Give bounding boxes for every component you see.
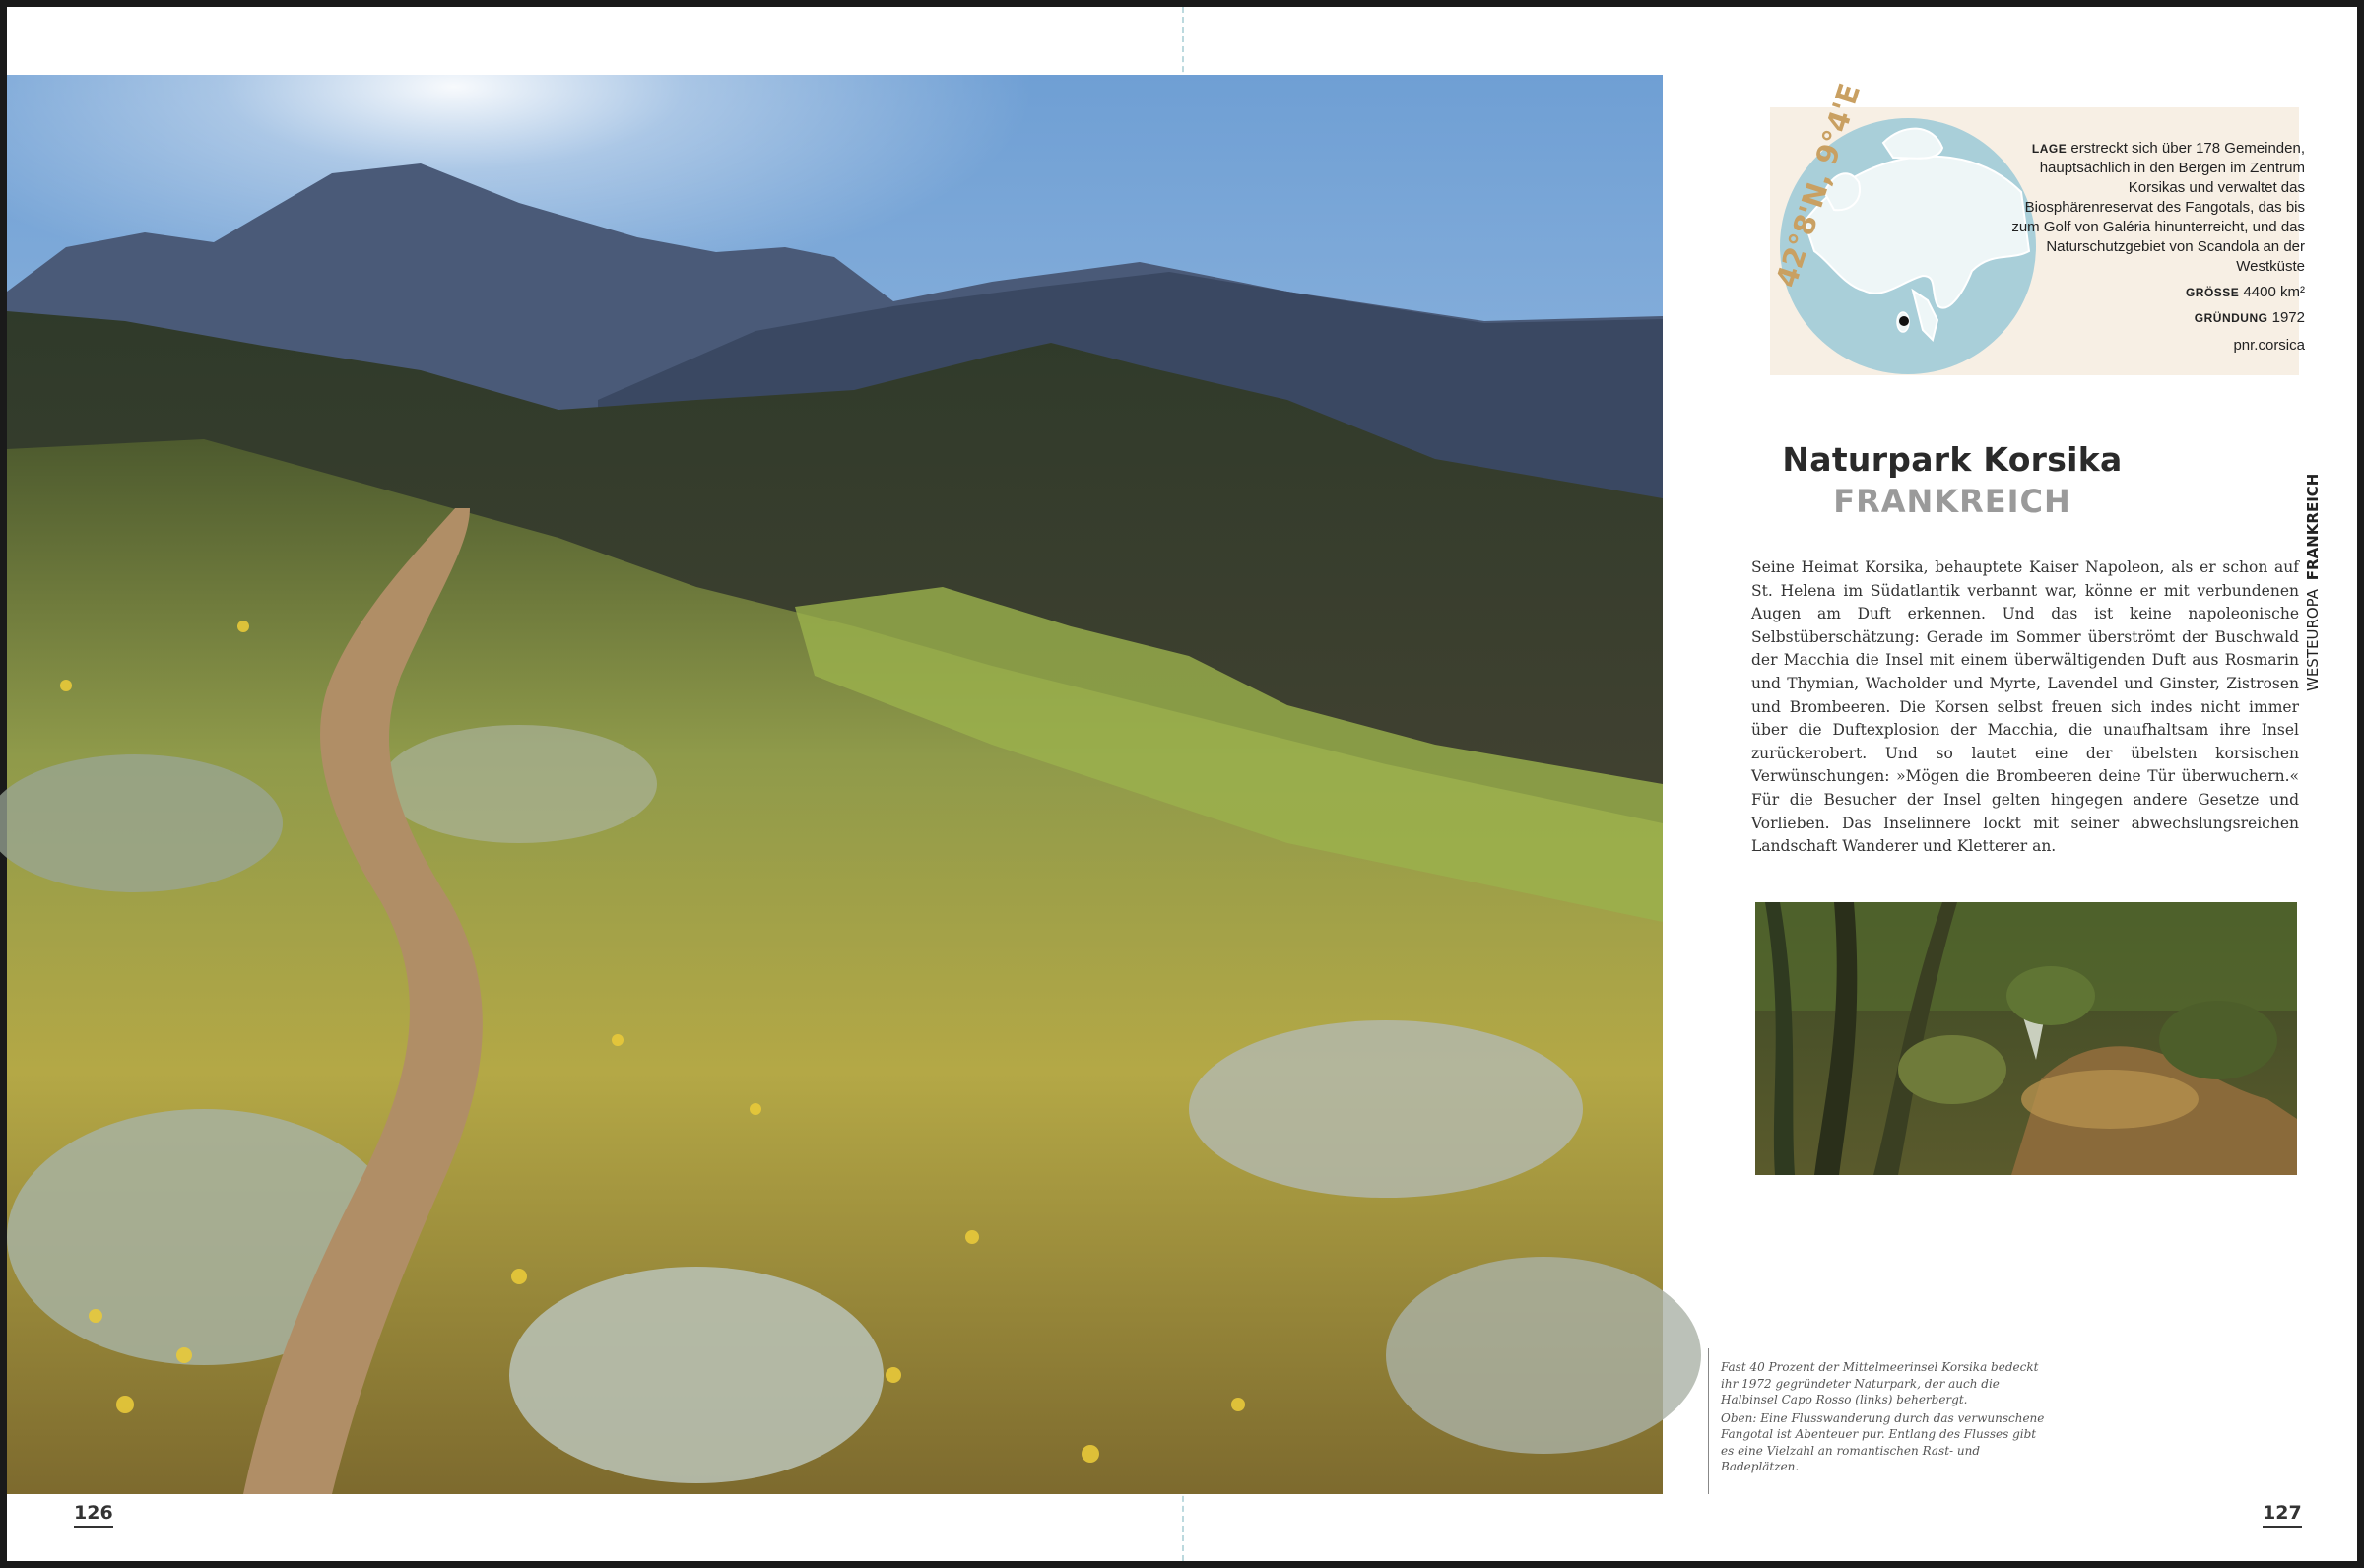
side-label-region: WESTEUROPA bbox=[2304, 588, 2322, 691]
caption-first: Fast 40 Prozent der Mittelmeerinsel Korsika bedeckt ihr 1972 gegründeter Naturpark, der auch die Halbinsel Capo Rosso (links) beherbergt. bbox=[1721, 1360, 2039, 1406]
article-title-block bbox=[1740, 440, 2164, 520]
lage-key: LAGE bbox=[2031, 142, 2068, 156]
fact-gruendung bbox=[2009, 308, 2305, 328]
article-title: Naturpark Korsika bbox=[1782, 440, 2123, 479]
svg-text:WESTEUROPA FRANKREICH bbox=[2304, 474, 2322, 691]
groesse-value: 4400 km² bbox=[2243, 284, 2305, 300]
gruendung-key: GRÜNDUNG bbox=[2194, 311, 2268, 325]
website-link[interactable]: pnr.corsica bbox=[2233, 337, 2305, 354]
coordinates-text: 42°8'N, 9°4'E bbox=[1769, 79, 1868, 292]
photo-captions bbox=[1721, 1359, 2046, 1477]
article-body: Seine Heimat Korsika, behauptete Kaiser Napoleon, als er schon auf St. Helena im Südatlantik verbannt war, könne er mit verbundenen Augen am Duft erkennen. Und das ist keine napoleonische Selbstüberschätzung: Gerade im Sommer überströmt der Buschwald der Macchia die Insel mit einem überwältigenden Duft aus Rosmarin und Thymian, Wacholder und Myrte, Lavendel und Ginster, Zistrosen und Brombeeren. Die Korsen selbst freuen sich indes nicht immer über die Duftexplosion der Macchia, die unaufhaltsam ihre Insel zurückerobert. Und so lautet eine der übelsten korsischen Verwünschungen: »Mögen die Brombeeren deine Tür überwuchern.« Für die Besucher der Insel gelten hingegen andere Gesetze und Vorlieben. Das Inselinnere lockt mit seiner abwechslungsreichen Landschaft Wanderer und Kletterer an. bbox=[1751, 558, 2299, 856]
caption-rule bbox=[1708, 1348, 1709, 1494]
forest-river-photo bbox=[1755, 902, 2297, 1175]
groesse-key: GRÖSSE bbox=[2185, 286, 2240, 299]
gruendung-value: 1972 bbox=[2271, 309, 2305, 326]
book-spread bbox=[7, 7, 2357, 1561]
caption-second: Oben: Eine Flusswanderung durch das verwunschene Fangotal ist Abenteuer pur. Entlang des Flusses gibt es eine Vielzahl an romantischen Rast- und Badeplätzen. bbox=[1721, 1410, 2045, 1473]
page-number-left: 126 bbox=[74, 1502, 113, 1528]
coordinates-label bbox=[1736, 79, 1868, 292]
fact-lage bbox=[2009, 139, 2305, 277]
facts-panel bbox=[2009, 139, 2305, 356]
fact-groesse bbox=[2009, 283, 2305, 302]
lage-value: erstreckt sich über 178 Gemeinden, hauptsächlich in den Bergen im Zentrum Korsikas und verwaltet das Biosphärenreservat des Fangotals, das bis zum Golf von Galéria hinunterreicht, und das Naturschutzgebiet von Scandola an der Westküste bbox=[2011, 140, 2305, 275]
side-label-country: FRANKREICH bbox=[2304, 473, 2322, 581]
article-country: FRANKREICH bbox=[1833, 483, 2071, 520]
hero-landscape-photo bbox=[7, 75, 1663, 1494]
page-number-right: 127 bbox=[2263, 1502, 2302, 1528]
